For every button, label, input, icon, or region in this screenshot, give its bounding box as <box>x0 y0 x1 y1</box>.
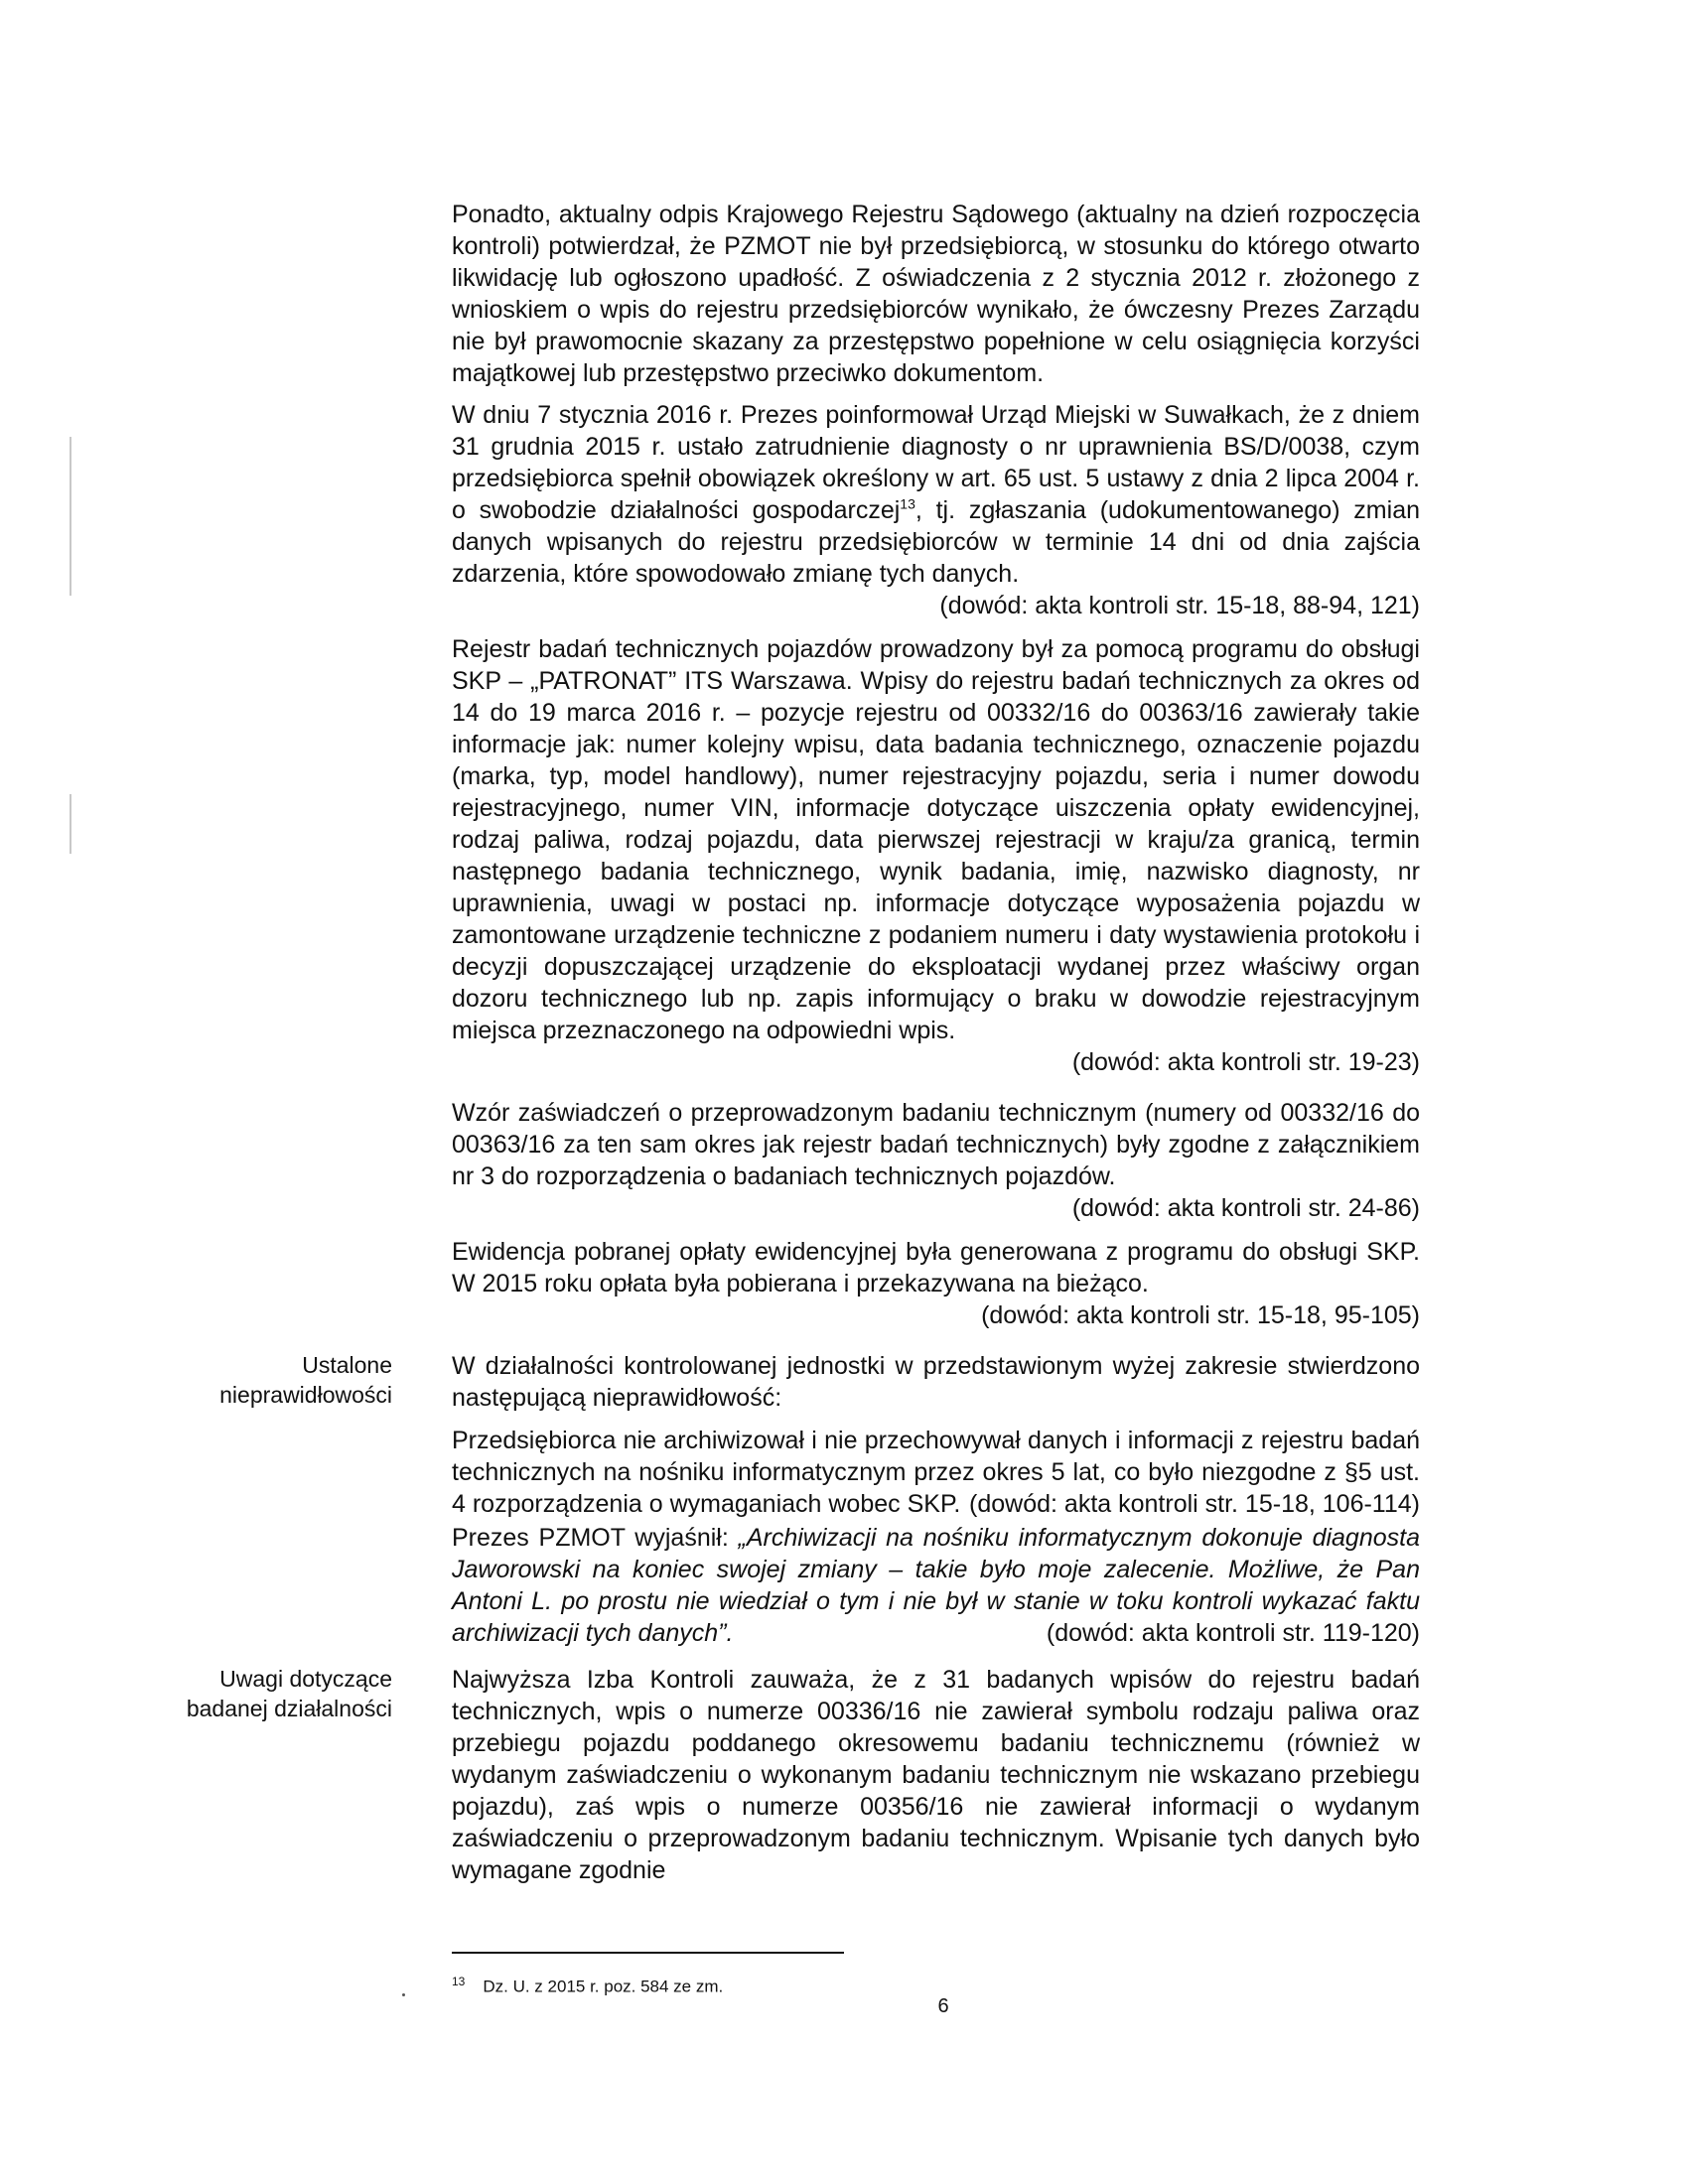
paragraph-kr-sadowy <box>452 199 1420 389</box>
paragraph-text: W działalności kontrolowanej jednostki w przedstawionym wyżej zakresie stwierdzono następującą nieprawidłowość: <box>452 1352 1420 1412</box>
margin-scan-mark <box>70 794 71 854</box>
page-number: 6 <box>937 1995 949 2017</box>
side-label-uwagi <box>149 1664 392 1723</box>
side-label-line: nieprawidłowości <box>219 1382 392 1408</box>
paragraph-text <box>452 399 1420 590</box>
proof-reference: (dowód: akta kontroli str. 15-18, 95-105) <box>981 1301 1420 1329</box>
paragraph-uwagi-nik <box>452 1664 1420 1886</box>
paragraph-text-part: W dniu 7 stycznia 2016 r. Prezes poinformował Urząd Miejski w Suwałkach, że z dniem 31 grudnia 2015 r. ustało zatrudnienie diagnosty o nr uprawnienia BS/D/0038, czym przedsiębiorca spełnił obowiązek określony w art. 65 ust. 5 ustawy z dnia 2 lipca 2004 r. o swobodzie działalności gospodarczej <box>452 401 1420 524</box>
paragraph-text <box>452 1522 1420 1649</box>
paragraph-ewidencja-oplaty <box>452 1236 1420 1331</box>
paragraph-text: Ponadto, aktualny odpis Krajowego Rejestru Sądowego (aktualny na dzień rozpoczęcia kontroli) potwierdzał, że PZMOT nie był przedsiębiorcą, w stosunku do którego otwarto likwidację lub ogłoszono upadłość. Z oświadczenia z 2 stycznia 2012 r. złożonego z wnioskiem o wpis do rejestru przedsiębiorców wynikało, że ówczesny Prezes Zarządu nie był prawomocnie skazany za przestępstwo popełnione w celu osiągnięcia korzyści majątkowej lub przestępstwo przeciwko dokumentom. <box>452 201 1420 387</box>
margin-scan-mark <box>70 437 71 596</box>
paragraph-text-part: , tj. zgłaszania (udokumentowanego) zmian danych wpisanych do rejestru przedsiębiorców w terminie 14 dni od dnia zajścia zdarzenia, które spowodowało zmianę tych danych. <box>452 496 1420 588</box>
paragraph-text-part: Przedsiębiorca nie archiwizował i nie przechowywał danych i informacji z rejestru badań technicznych na nośniku informatycznym przez okres 5 lat, co było niezgodne z §5 ust. 4 rozporządzenia o wymaganiach wobec SKP. <box>452 1427 1420 1518</box>
proof-reference: (dowód: akta kontroli str. 119-120) <box>1046 1619 1420 1647</box>
proof-reference: (dowód: akta kontroli str. 15-18, 88-94, 121) <box>939 592 1420 619</box>
proof-reference: (dowód: akta kontroli str. 24-86) <box>1071 1194 1420 1222</box>
side-label-line: badanej działalności <box>186 1696 392 1721</box>
paragraph-text: Ewidencja pobranej opłaty ewidencyjnej była generowana z programu do obsługi SKP. W 2015 roku opłata była pobierana i przekazywana na bieżąco. <box>452 1238 1420 1297</box>
paragraph-text: Rejestr badań technicznych pojazdów prowadzony był za pomocą programu do obsługi SKP – „PATRONAT” ITS Warszawa. Wpisy do rejestru badań technicznych za okres od 14 do 19 marca 2016 r. – pozycje rejestru od 00332/16 do 00363/16 zawierały takie informacje jak: numer kolejny wpisu, data badania technicznego, oznaczenie pojazdu (marka, typ, model handlowy), numer rejestracyjny pojazdu, seria i numer dowodu rejestracyjnego, numer VIN, informacje dotyczące uiszczenia opłaty ewidencyjnej, rodzaj paliwa, rodzaj pojazdu, data pierwszej rejestracji w kraju/za granicą, termin następnego badania technicznego, wynik badania, imię, nazwisko diagnosty, nr uprawnienia, uwagi w postaci np. informacje dotyczące wyposażenia pojazdu w zamontowane urządzenie techniczne z podaniem numeru i daty wystawienia protokołu i decyzji dopuszczającej urządzenie do eksploatacji wydanej przez właściwy organ dozoru technicznego lub np. zapis informujący o braku w dowodzie rejestracyjnym miejsca przeznaczonego na odpowiedni wpis. <box>452 635 1420 1044</box>
footnote-text: Dz. U. z 2015 r. poz. 584 ze zm. <box>483 1977 724 1996</box>
paragraph-text-part: Prezes PZMOT wyjaśnił: <box>452 1524 739 1552</box>
side-label-line: Ustalone <box>302 1352 392 1378</box>
footnote-number: 13 <box>452 1975 466 1988</box>
paragraph-urzad-miejski <box>452 399 1420 621</box>
footnote-ref: 13 <box>900 495 915 512</box>
paragraph-wzor-zaswiadczen <box>452 1097 1420 1224</box>
paragraph-text: Najwyższa Izba Kontroli zauważa, że z 31 badanych wpisów do rejestru badań technicznych, wpis o numerze 00336/16 nie zawierał symbolu rodzaju paliwa oraz przebiegu pojazdu poddanego okresowemu badaniu technicznemu (również w wydanym zaświadczeniu o wykonanym badaniu technicznym nie wskazano przebiegu pojazdu), zaś wpis o numerze 00356/16 nie zawierał informacji o wydanym zaświadczeniu o przeprowadzonym badaniu technicznym. Wpisanie tych danych było wymagane zgodnie <box>452 1666 1420 1884</box>
proof-reference: (dowód: akta kontroli str. 19-23) <box>1071 1048 1420 1076</box>
paragraph-rejestr-badan <box>452 633 1420 1078</box>
paragraph-text: Wzór zaświadczeń o przeprowadzonym badaniu technicznym (numery od 00332/16 do 00363/16 za ten sam okres jak rejestr badań technicznych) były zgodne z załącznikiem nr 3 do rozporządzenia o badaniach technicznych pojazdów. <box>452 1099 1420 1190</box>
paragraph-text <box>452 1425 1420 1520</box>
side-label-line: Uwagi dotyczące <box>219 1666 392 1692</box>
scan-dot <box>402 1993 405 1996</box>
footnote-separator <box>452 1952 844 1954</box>
paragraph-stwierdzono <box>452 1350 1420 1414</box>
paragraph-archiwizacja <box>452 1425 1420 1520</box>
quote-text: „Archiwizacji na nośniku informatycznym dokonuje diagnosta Jaworowski na koniec swojej zmiany – takie było moje zalecenie. Możliwe, że Pan Antoni L. po prostu nie wiedział o tym i nie był w stanie w toku kontroli wykazać faktu archiwizacji tych danych”. <box>452 1524 1420 1647</box>
side-label-ustalone <box>149 1350 392 1410</box>
footnote <box>452 1971 723 1998</box>
paragraph-wyjasnienie-prezesa <box>452 1522 1420 1649</box>
proof-reference: (dowód: akta kontroli str. 15-18, 106-114) <box>969 1490 1420 1518</box>
